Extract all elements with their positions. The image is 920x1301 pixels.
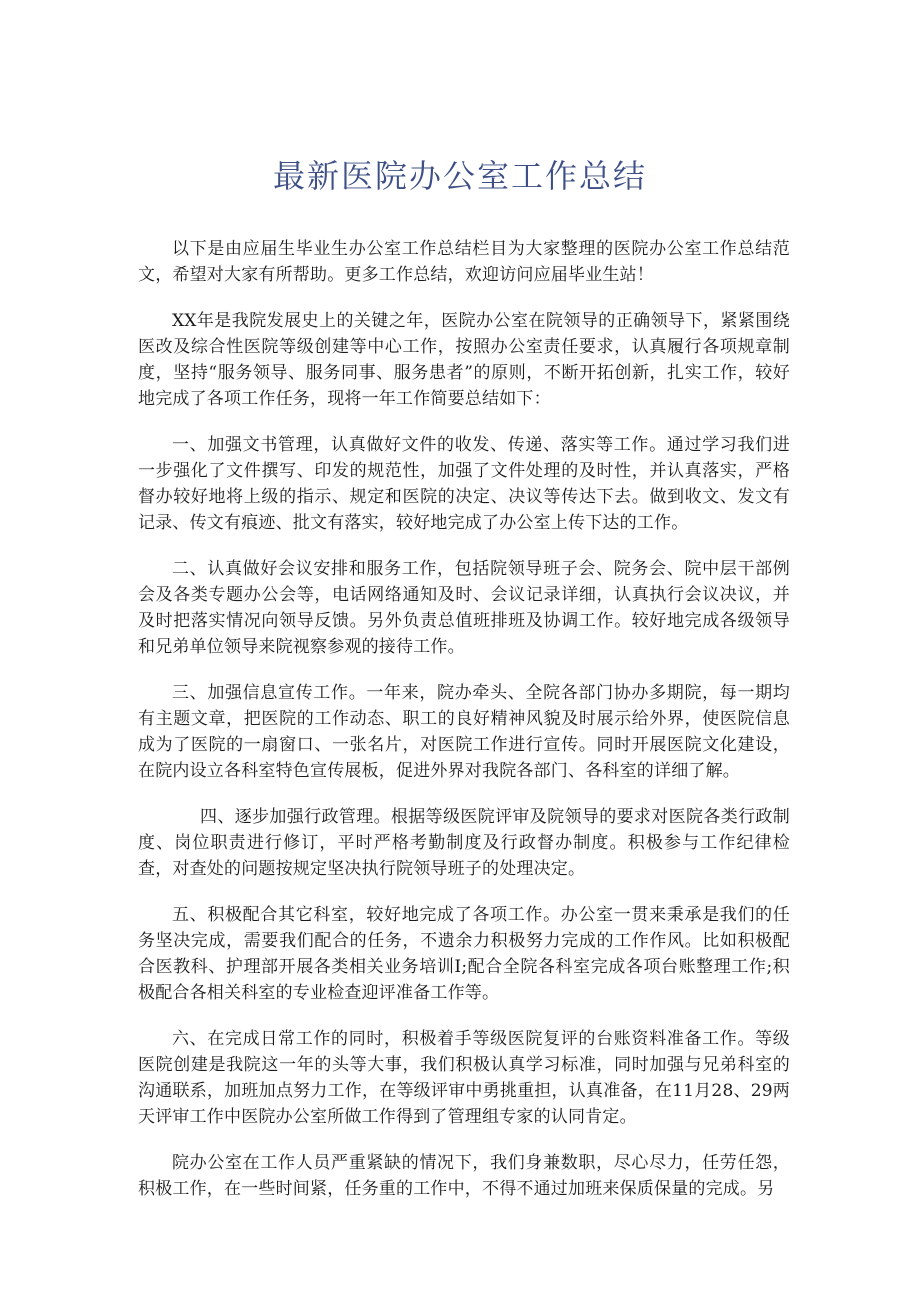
paragraph-intro: 以下是由应届生毕业生办公室工作总结栏目为大家整理的医院办公室工作总结范文，希望对大家有所帮助。更多工作总结，欢迎访问应届毕业生站！ <box>138 239 790 285</box>
paragraph-section-5: 五、积极配合其它科室，较好地完成了各项工作。办公室一贯来秉承是我们的任务坚决完成，需要我们配合的任务，不遗余力积极努力完成的工作作风。比如积极配合医教科、护理部开展各类相关业务培训I;配合全院各科室完成各项台账整理工作;积极配合各相关科室的专业检查迎评准备工作等。 <box>138 905 790 1003</box>
paragraph-section-2: 二、认真做好会议安排和服务工作，包括院领导班子会、院务会、院中层干部例会及各类专题办公会等，电话网络通知及时、会议记录详细，认真执行会议决议，并及时把落实情况向领导反馈。另外负责总值班排班及协调工作。较好地完成各级领导和兄弟单位领导来院视察参观的接待工作。 <box>138 559 790 657</box>
document-body <box>138 236 790 1222</box>
document-title: 最新医院办公室工作总结 <box>272 157 647 195</box>
paragraph-section-3: 三、加强信息宣传工作。一年来，院办牵头、全院各部门协办多期院，每一期均有主题文章，把医院的工作动态、职工的良好精神风貌及时展示给外界，使医院信息成为了医院的一扇窗口、一张名片，对医院工作进行宣传。同时开展医院文化建设，在院内设立各科室特色宣传展板，促进外界对我院各部门、各科室的详细了解。 <box>138 683 790 781</box>
paragraph-overview: XX年是我院发展史上的关键之年，医院办公室在院领导的正确领导下，紧紧围绕医改及综合性医院等级创建等中心工作，按照办公室责任要求，认真履行各项规章制度，坚持“服务领导、服务同事、服务患者”的原则，不断开拓创新，扎实工作，较好地完成了各项工作任务，现将一年工作简要总结如下： <box>138 311 790 409</box>
paragraph-section-4: 四、逐步加强行政管理。根据等级医院评审及院领导的要求对医院各类行政制度、岗位职责进行修订，平时严格考勤制度及行政督办制度。积极参与工作纪律检查，对查处的问题按规定坚决执行院领导班子的处理决定。 <box>138 807 790 879</box>
paragraph-section-1: 一、加强文书管理，认真做好文件的收发、传递、落实等工作。通过学习我们进一步强化了文件撰写、印发的规范性，加强了文件处理的及时性，并认真落实，严格督办较好地将上级的指示、规定和医院的决定、决议等传达下去。做到收文、发文有记录、传文有痕迹、批文有落实，较好地完成了办公室上传下达的工作。 <box>138 435 790 533</box>
paragraph-closing: 院办公室在工作人员严重紧缺的情况下，我们身兼数职，尽心尽力，任劳任怨，积极工作，在一些时间紧，任务重的工作中，不得不通过加班来保质保量的完成。另 <box>138 1153 790 1199</box>
paragraph-section-6: 六、在完成日常工作的同时，积极着手等级医院复评的台账资料准备工作。等级医院创建是我院这一年的头等大事，我们积极认真学习标准，同时加强与兄弟科室的沟通联系，加班加点努力工作，在等级评审中勇挑重担，认真准备，在11月28、29两天评审工作中医院办公室所做工作得到了管理组专家的认同肯定。 <box>138 1029 790 1127</box>
